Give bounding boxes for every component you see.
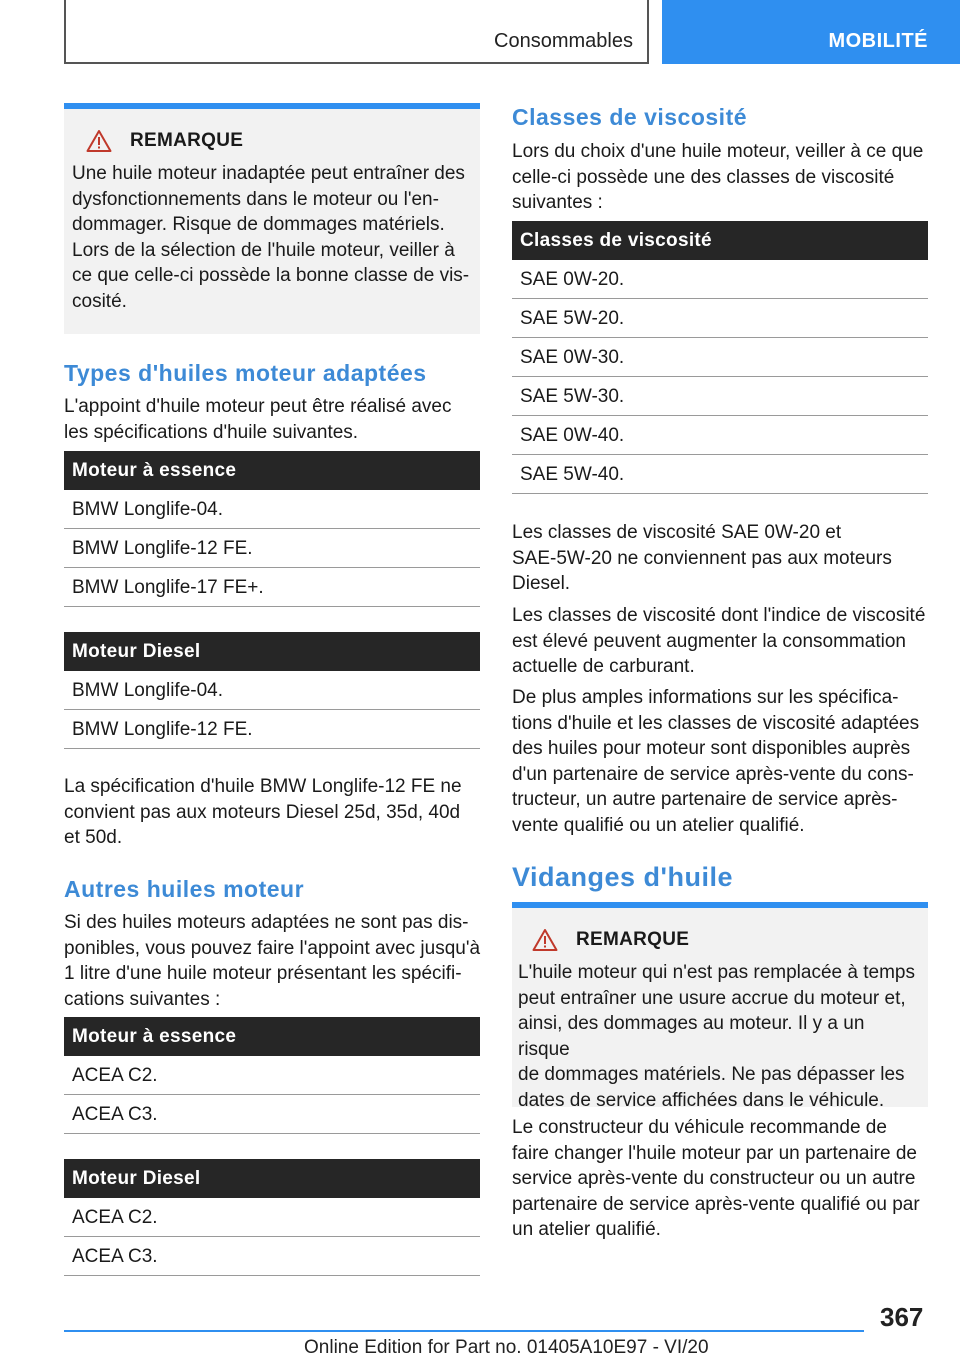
heading-autres-huiles: Autres huiles moteur (64, 876, 305, 902)
table-row: BMW Longlife-04. (64, 671, 480, 710)
table-row: ACEA C2. (64, 1056, 480, 1095)
warning-note (64, 103, 480, 334)
heading-classes-viscosite: Classes de viscosité (512, 104, 748, 130)
types-intro: L'appoint d'huile moteur peut être réalisé avec les spécifications d'huile suivantes. (64, 396, 452, 443)
table-row: ACEA C3. (64, 1237, 480, 1276)
vidanges-text: Le constructeur du véhicule recommande de faire changer l'huile moteur par un partenaire de service après-vente du constructeur ou un autre partenaire de service après-vente qualifié ou par un atelier qualifié. (512, 1117, 920, 1240)
types-after-text: La spécification d'huile BMW Longlife-12 FE ne convient pas aux moteurs Diesel 25d, 35d, 40d et 50d. (64, 776, 462, 848)
viscosite-p1: Les classes de viscosité SAE 0W-20 et SAE-5W-20 ne conviennent pas aux moteurs Diesel. (512, 522, 892, 594)
page-number: 367 (880, 1302, 924, 1332)
table-row: SAE 5W-30. (512, 377, 928, 416)
warning-triangle-icon (532, 928, 558, 952)
header-chapter-tab[interactable] (662, 0, 960, 64)
table-row: SAE 0W-20. (512, 260, 928, 299)
footer-edition: Online Edition for Part no. 01405A10E97 - VI/20 (304, 1337, 709, 1358)
heading-types-huiles: Types d'huiles moteur adaptées (64, 360, 427, 386)
viscosite-p3: De plus amples informations sur les spécifica‐ tions d'huile et les classes de viscosité adaptées des huiles pour moteur sont disponibles auprès d'un partenaire de service après-vente du cons‐ tructeur, un autre partenaire de service après- vente qualifié ou un atelier qualifié. (512, 687, 920, 836)
table-row: ACEA C2. (64, 1198, 480, 1237)
table-header: Classes de viscosité (512, 221, 928, 260)
table-viscosite (512, 221, 928, 494)
note-text: L'huile moteur qui n'est pas remplacée à temps peut entraîner une usure accrue du moteur et, ainsi, des dommages au moteur. Il y a un risque de dommages matériels. Ne pas dépasser les dates de service affichées dans le véhicule. (518, 962, 915, 1111)
heading-vidanges: Vidanges d'huile (512, 862, 733, 892)
table-header: Moteur Diesel (64, 1159, 480, 1198)
table-row: ACEA C3. (64, 1095, 480, 1134)
table-types-diesel (64, 632, 480, 749)
table-header: Moteur à essence (64, 1017, 480, 1056)
footer-divider (64, 1330, 864, 1332)
table-row: SAE 5W-20. (512, 299, 928, 338)
table-row: BMW Longlife-12 FE. (64, 529, 480, 568)
warning-note-vidanges (512, 902, 928, 1111)
table-autres-diesel (64, 1159, 480, 1276)
header-section-tab[interactable] (64, 0, 649, 64)
table-autres-essence (64, 1017, 480, 1134)
note-title: REMARQUE (130, 130, 244, 151)
viscosite-p2: Les classes de viscosité dont l'indice de viscosité est élevé peuvent augmenter la consommation actuelle de carburant. (512, 605, 926, 677)
table-row: BMW Longlife-12 FE. (64, 710, 480, 749)
table-header: Moteur à essence (64, 451, 480, 490)
autres-intro: Si des huiles moteurs adaptées ne sont pas dis‐ ponibles, vous pouvez faire l'appoint avec jusqu'à 1 litre d'une huile moteur présentant les spécifi‐ cations suivantes : (64, 912, 481, 1010)
table-row: BMW Longlife-17 FE+. (64, 568, 480, 607)
table-types-essence (64, 451, 480, 607)
warning-triangle-icon (86, 129, 112, 153)
table-row: SAE 0W-40. (512, 416, 928, 455)
table-row: BMW Longlife-04. (64, 490, 480, 529)
note-text: Une huile moteur inadaptée peut entraîner des dysfonctionnements dans le moteur ou l'en‐ dommager. Risque de dommages matériels. Lors de la sélection de l'huile moteur, veiller à ce que celle-ci possède la bonne classe de vis‐ cosité. (72, 163, 470, 312)
table-row: SAE 5W-40. (512, 455, 928, 494)
table-header: Moteur Diesel (64, 632, 480, 671)
table-row: SAE 0W-30. (512, 338, 928, 377)
header-chapter-label: MOBILITÉ (828, 30, 928, 52)
header-section-label: Consommables (494, 30, 633, 52)
viscosite-intro: Lors du choix d'une huile moteur, veiller à ce que celle-ci possède une des classes de viscosité suivantes : (512, 141, 924, 213)
note-title: REMARQUE (576, 929, 690, 950)
